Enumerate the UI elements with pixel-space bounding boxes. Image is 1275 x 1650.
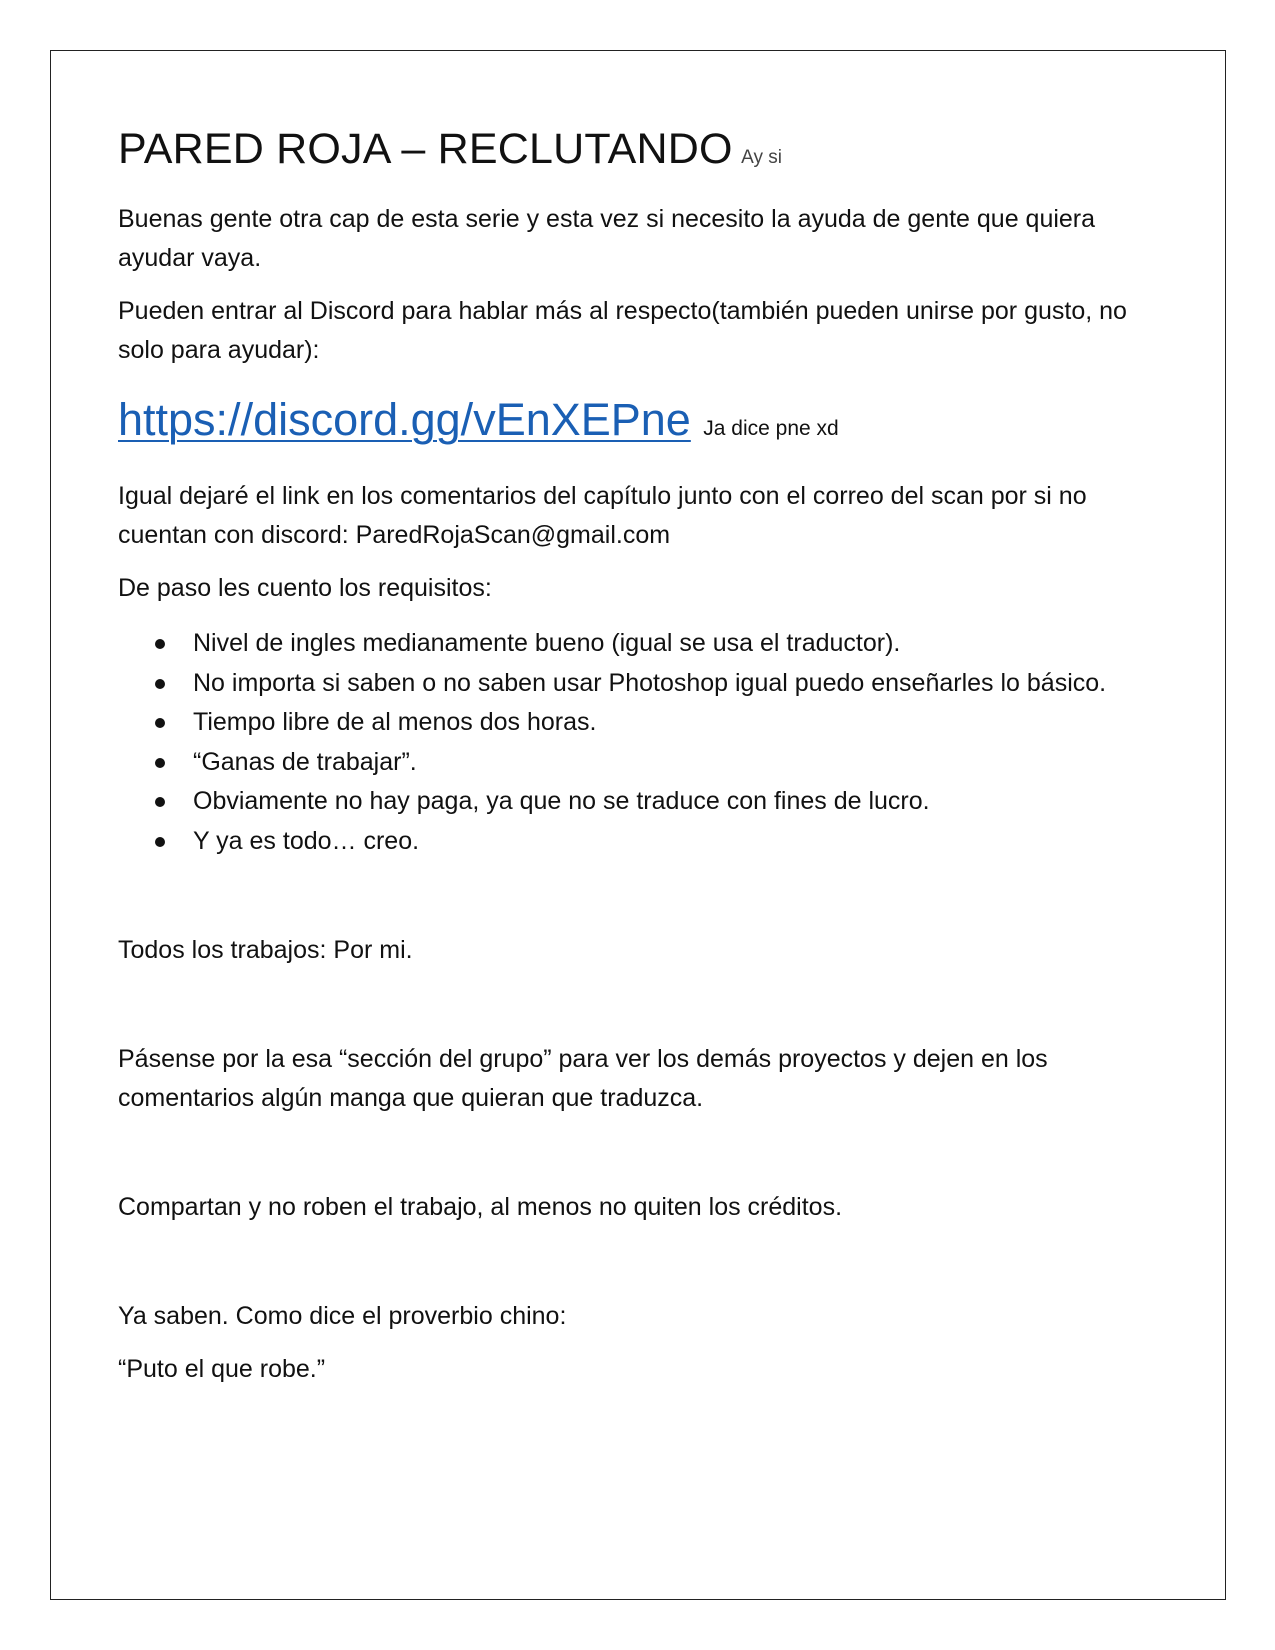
- requirement-text: Y ya es todo… creo.: [193, 826, 420, 855]
- bullet-icon: [155, 758, 165, 768]
- discord-invite-paragraph: Pueden entrar al Discord para hablar más al respecto(también pueden unirse por gusto, no solo para ayudar):: [118, 297, 1127, 364]
- requirement-text: “Ganas de trabajar”.: [193, 747, 417, 776]
- intro-paragraph: Buenas gente otra cap de esta serie y esta vez si necesito la ayuda de gente que quiera ayudar vaya.: [118, 205, 1096, 272]
- title-line: [118, 118, 1178, 190]
- list-item: [118, 703, 1178, 743]
- list-item: [118, 822, 1178, 862]
- bullet-icon: [155, 837, 165, 847]
- discord-link-line: [118, 388, 1178, 463]
- bullet-icon: [155, 797, 165, 807]
- proverb-intro: Ya saben. Como dice el proverbio chino:: [118, 1302, 567, 1330]
- list-item: [118, 624, 1178, 664]
- credits-paragraph: Todos los trabajos: Por mi.: [118, 936, 413, 964]
- requirement-text: Obviamente no hay paga, ya que no se traduce con fines de lucro.: [193, 787, 930, 815]
- bullet-icon: [155, 639, 165, 649]
- document-body: [118, 118, 1178, 1389]
- requirements-intro: De paso les cuento los requisitos:: [118, 574, 492, 602]
- proverb-quote: “Puto el que robe.”: [118, 1355, 326, 1383]
- discord-link[interactable]: https://discord.gg/vEnXEPne: [118, 394, 691, 445]
- link-info-paragraph: Igual dejaré el link en los comentarios del capítulo junto con el correo del scan por si no cuentan con discord: ParedRojaScan@gmail.com: [118, 482, 1087, 549]
- title-note: Ay si: [741, 147, 782, 168]
- requirement-text: Tiempo libre de al menos dos horas.: [193, 708, 597, 736]
- list-item: [118, 782, 1178, 822]
- list-item: [118, 743, 1178, 783]
- projects-paragraph: Pásense por la esa “sección del grupo” para ver los demás proyectos y dejen en los comentarios algún manga que quieran que traduzca.: [118, 1045, 1048, 1112]
- bullet-icon: [155, 718, 165, 728]
- requirement-text: No importa si saben o no saben usar Photoshop igual puedo enseñarles lo básico.: [193, 668, 1107, 697]
- share-paragraph: Compartan y no roben el trabajo, al menos no quiten los créditos.: [118, 1193, 843, 1221]
- bullet-icon: [155, 679, 165, 689]
- list-item: [118, 664, 1178, 704]
- requirements-list: [118, 624, 1178, 861]
- page-title: PARED ROJA – RECLUTANDO: [118, 125, 733, 173]
- discord-link-note: Ja dice pne xd: [703, 417, 839, 440]
- requirement-text: Nivel de ingles medianamente bueno (igual se usa el traductor).: [193, 629, 901, 657]
